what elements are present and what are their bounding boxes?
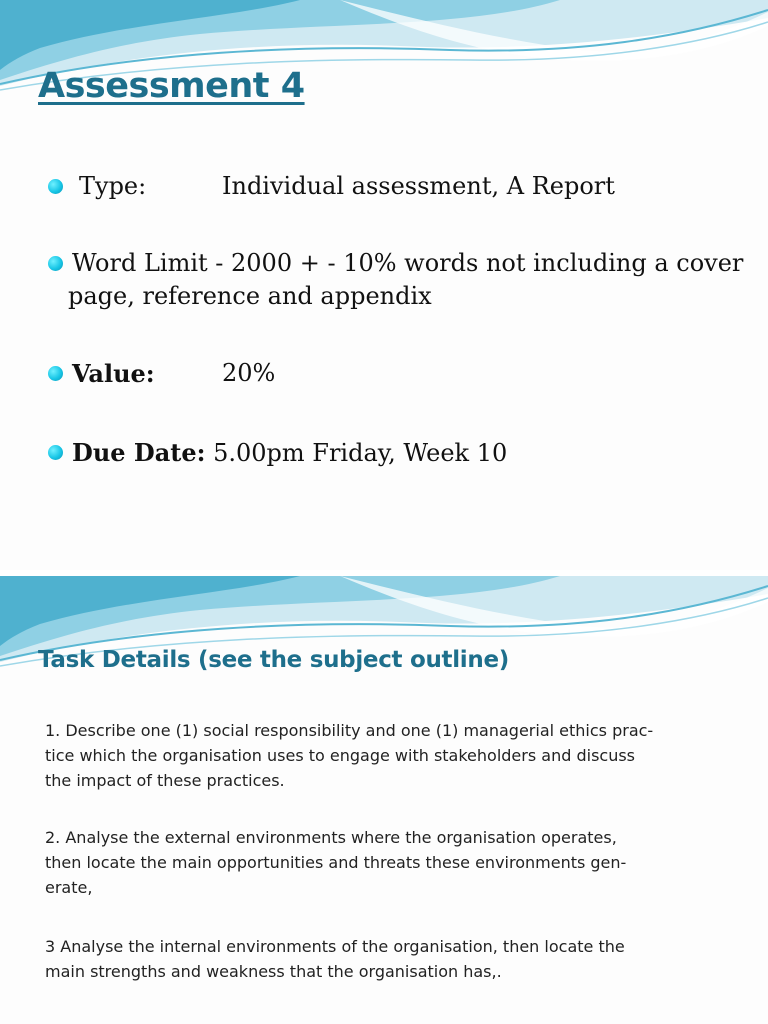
bullet-dot-icon <box>48 366 63 381</box>
task-line: 1. Describe one (1) social responsibility and one (1) managerial ethics prac- <box>45 721 654 740</box>
word-limit-line1: Word Limit - 2000 + - 10% words not including a cover <box>72 249 744 277</box>
bullet-dot-icon <box>48 179 63 194</box>
task-item-2 <box>45 825 735 900</box>
type-value: Individual assessment, A Report <box>222 172 615 200</box>
task-item-1 <box>45 718 735 793</box>
task-item-3 <box>45 934 735 984</box>
task-line: 2. Analyse the external environments where the organisation operates, <box>45 828 617 847</box>
word-limit-line2: page, reference and appendix <box>68 282 432 310</box>
type-label: Type: <box>79 172 147 200</box>
value-value: 20% <box>222 359 276 387</box>
slide-task-details <box>0 576 768 1024</box>
due-date-value: 5.00pm Friday, Week 10 <box>213 439 508 467</box>
slide-title: Assessment 4 <box>38 66 305 106</box>
task-line: the impact of these practices. <box>45 771 285 790</box>
bullet-dot-icon <box>48 445 63 460</box>
value-label: Value: <box>72 359 155 388</box>
task-line: tice which the organisation uses to engage with stakeholders and discuss <box>45 746 636 765</box>
due-date-text <box>72 436 507 470</box>
task-line: main strengths and weakness that the organisation has,. <box>45 962 502 981</box>
due-date-label: Due Date: <box>72 438 206 467</box>
task-line: 3 Analyse the internal environments of the organisation, then locate the <box>45 937 625 956</box>
bullet-dot-icon <box>48 256 63 271</box>
slide-title: Task Details (see the subject outline) <box>38 647 509 673</box>
task-line: then locate the main opportunities and threats these environments gen- <box>45 853 627 872</box>
task-line: erate, <box>45 878 93 897</box>
